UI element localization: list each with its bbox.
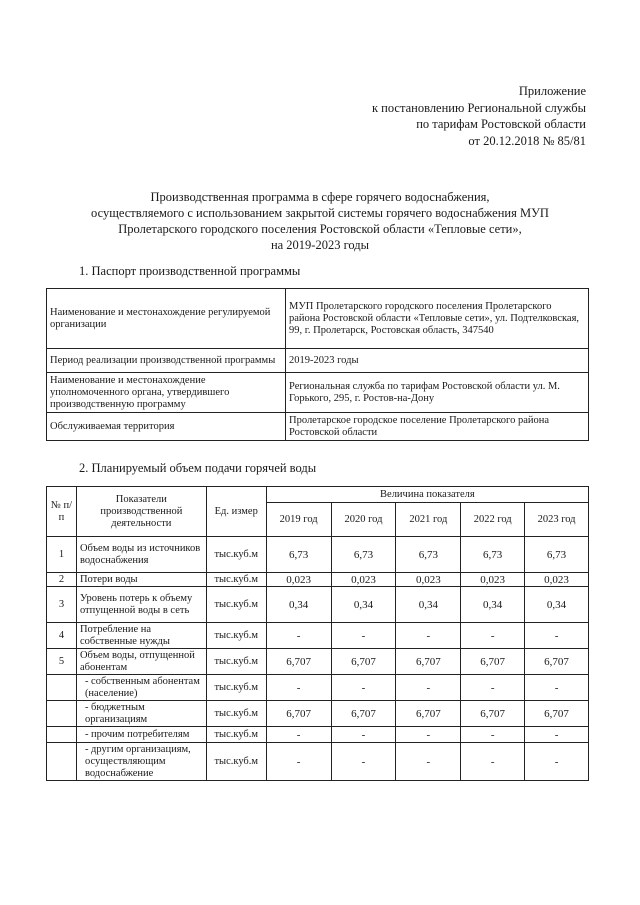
- row-value: 0,023: [266, 573, 331, 587]
- row-value: -: [331, 743, 396, 781]
- row-value: 6,73: [396, 537, 461, 573]
- table-row: [47, 701, 589, 727]
- row-unit: тыс.куб.м: [206, 573, 266, 587]
- row-value: 6,707: [461, 649, 525, 675]
- row-value: -: [266, 623, 331, 649]
- header-year: 2019 год: [266, 503, 331, 537]
- table-row: [47, 587, 589, 623]
- row-value: 0,34: [266, 587, 331, 623]
- appendix-block: [372, 83, 586, 149]
- table-row: [47, 727, 589, 743]
- title-line: Производственная программа в сфере горячего водоснабжения,: [150, 190, 490, 204]
- title-line: осуществляемого с использованием закрытой системы горячего водоснабжения МУП: [91, 206, 549, 220]
- row-value: -: [266, 743, 331, 781]
- row-value: 6,707: [266, 701, 331, 727]
- row-value: -: [461, 623, 525, 649]
- row-indicator: - другим организациям, осуществляющим водоснабжение: [76, 743, 206, 781]
- row-unit: тыс.куб.м: [206, 537, 266, 573]
- table-row: [47, 349, 589, 373]
- header-unit: Ед. измер: [206, 487, 266, 537]
- row-value: -: [396, 675, 461, 701]
- passport-table: [46, 288, 589, 441]
- row-value: -: [396, 727, 461, 743]
- row-indicator: Объем воды из источников водоснабжения: [76, 537, 206, 573]
- table-row: [47, 743, 589, 781]
- row-value: 6,73: [461, 537, 525, 573]
- water-volume-table: [46, 486, 589, 781]
- row-value: -: [266, 675, 331, 701]
- row-indicator: - бюджетным организациям: [76, 701, 206, 727]
- row-indicator: - собственным абонентам (население): [76, 675, 206, 701]
- appendix-line: по тарифам Ростовской области: [416, 117, 586, 131]
- row-indicator: Потребление на собственные нужды: [76, 623, 206, 649]
- table-row: [47, 289, 589, 349]
- row-value: 0,34: [461, 587, 525, 623]
- row-indicator: Объем воды, отпущенной абонентам: [76, 649, 206, 675]
- row-unit: тыс.куб.м: [206, 743, 266, 781]
- row-value: 6,707: [331, 701, 396, 727]
- row-value: 0,023: [461, 573, 525, 587]
- row-value: -: [396, 743, 461, 781]
- row-num: 4: [47, 623, 77, 649]
- row-indicator: Потери воды: [76, 573, 206, 587]
- row-unit: тыс.куб.м: [206, 649, 266, 675]
- row-value: 6,707: [396, 649, 461, 675]
- row-num: 2: [47, 573, 77, 587]
- table-row: [47, 623, 589, 649]
- table-header-row: [47, 487, 589, 503]
- row-value: 0,34: [396, 587, 461, 623]
- section2-heading: 2. Планируемый объем подачи горячей воды: [79, 461, 317, 475]
- row-value: 6,707: [396, 701, 461, 727]
- header-year: 2023 год: [525, 503, 589, 537]
- row-unit: тыс.куб.м: [206, 675, 266, 701]
- row-value: -: [461, 675, 525, 701]
- table-row: [47, 537, 589, 573]
- header-value-group: Величина показателя: [266, 487, 588, 503]
- row-indicator: Уровень потерь к объему отпущенной воды в сеть: [76, 587, 206, 623]
- title-line: Пролетарского городского поселения Ростовской области «Тепловые сети»,: [118, 222, 522, 236]
- row-value: -: [525, 727, 589, 743]
- header-indicator: Показатели производственной деятельности: [76, 487, 206, 537]
- header-num: № п/п: [47, 487, 77, 537]
- row-value: -: [266, 727, 331, 743]
- appendix-line: к постановлению Региональной службы: [371, 100, 586, 115]
- row-value: -: [525, 675, 589, 701]
- section1-heading: 1. Паспорт производственной программы: [79, 264, 301, 278]
- title-line: на 2019-2023 годы: [270, 238, 370, 252]
- row-value: -: [331, 623, 396, 649]
- table-row: [47, 675, 589, 701]
- row-value: 0,023: [396, 573, 461, 587]
- row-unit: тыс.куб.м: [206, 701, 266, 727]
- row-num: [47, 743, 77, 781]
- row-unit: тыс.куб.м: [206, 623, 266, 649]
- row-value: -: [461, 727, 525, 743]
- row-num: [47, 701, 77, 727]
- row-value: -: [331, 675, 396, 701]
- passport-key: Период реализации производственной программы: [47, 349, 286, 373]
- table-row: [47, 373, 589, 413]
- row-value: -: [525, 623, 589, 649]
- row-value: 0,34: [525, 587, 589, 623]
- row-value: 0,023: [525, 573, 589, 587]
- row-num: [47, 675, 77, 701]
- passport-key: Обслуживаемая территория: [47, 413, 286, 441]
- header-year: 2022 год: [461, 503, 525, 537]
- row-unit: тыс.куб.м: [206, 587, 266, 623]
- table-row: [47, 573, 589, 587]
- row-value: -: [396, 623, 461, 649]
- passport-key: Наименование и местонахождение регулируемой организации: [47, 289, 286, 349]
- row-value: 6,707: [331, 649, 396, 675]
- row-unit: тыс.куб.м: [206, 727, 266, 743]
- row-value: -: [525, 743, 589, 781]
- row-value: 6,73: [266, 537, 331, 573]
- row-value: 6,707: [525, 701, 589, 727]
- row-num: 3: [47, 587, 77, 623]
- passport-value: Региональная служба по тарифам Ростовской области ул. М. Горького, 295, г. Ростов-на-Дону: [286, 373, 589, 413]
- row-value: 6,73: [331, 537, 396, 573]
- header-year: 2021 год: [396, 503, 461, 537]
- passport-value: Пролетарское городское поселение Пролетарского района Ростовской области: [286, 413, 589, 441]
- row-value: 6,707: [461, 701, 525, 727]
- header-year: 2020 год: [331, 503, 396, 537]
- row-value: 0,023: [331, 573, 396, 587]
- document-title: [20, 189, 620, 253]
- row-value: -: [331, 727, 396, 743]
- passport-key: Наименование и местонахождение уполномоченного органа, утвердившего производственную программу: [47, 373, 286, 413]
- row-num: 5: [47, 649, 77, 675]
- passport-value: МУП Пролетарского городского поселения Пролетарского района Ростовской области «Тепловые сети», ул. Подтелковская, 99, г. Пролетарск, Ростовская область, 347540: [286, 289, 589, 349]
- row-indicator: - прочим потребителям: [76, 727, 206, 743]
- row-num: [47, 727, 77, 743]
- table-row: [47, 413, 589, 441]
- row-value: 0,34: [331, 587, 396, 623]
- row-value: 6,707: [525, 649, 589, 675]
- appendix-line: Приложение: [518, 84, 586, 98]
- row-num: 1: [47, 537, 77, 573]
- table-row: [47, 649, 589, 675]
- appendix-date-number: от 20.12.2018 № 85/81: [468, 133, 586, 148]
- row-value: 6,73: [525, 537, 589, 573]
- row-value: 6,707: [266, 649, 331, 675]
- row-value: -: [461, 743, 525, 781]
- passport-value: 2019-2023 годы: [286, 349, 589, 373]
